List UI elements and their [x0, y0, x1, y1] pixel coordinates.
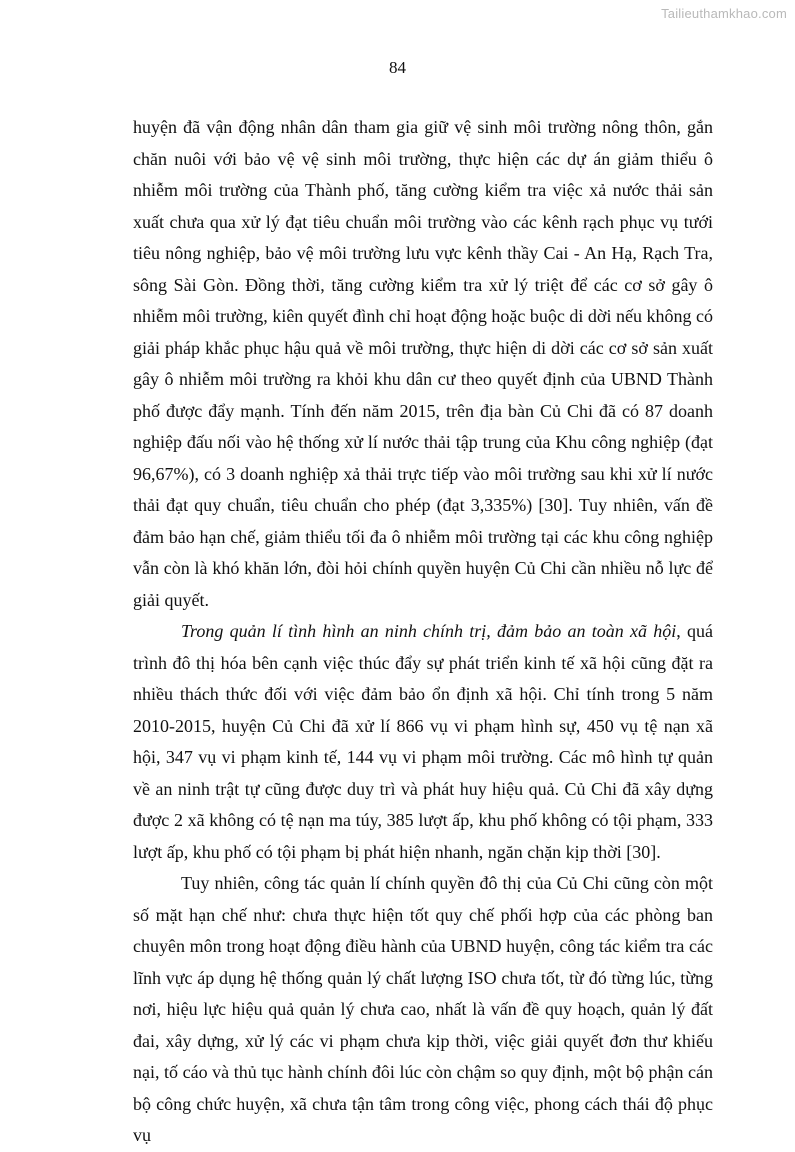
paragraph-security-text: , quá trình đô thị hóa bên cạnh việc thúc đẩy sự phát triển kinh tế xã hội cũng đặt ra nhiều thách thức đối với việc đảm bảo ổn định xã hội. Chỉ tính trong 5 năm 2010-2015, huyện Củ Chi đã xử lí 866 vụ vi phạm hình sự, 450 vụ tệ nạn xã hội, 347 vụ vi phạm kinh tế, 144 vụ vi phạm môi trường. Các mô hình tự quản về an ninh trật tự cũng được duy trì và phát huy hiệu quả. Củ Chi đã xây dựng được 2 xã không có tệ nạn ma túy, 385 lượt ấp, khu phố không có tội phạm, 333 lượt ấp, khu phố có tội phạm bị phát hiện nhanh, ngăn chặn kịp thời [30].: [133, 621, 713, 862]
paragraph-limitations: Tuy nhiên, công tác quản lí chính quyền đô thị của Củ Chi cũng còn một số mặt hạn chế như: chưa thực hiện tốt quy chế phối hợp của các phòng ban chuyên môn trong hoạt động điều hành của UBND huyện, công tác kiểm tra các lĩnh vực áp dụng hệ thống quản lý chất lượng ISO chưa tốt, từ đó từng lúc, từng nơi, hiệu lực hiệu quả quản lý chưa cao, nhất là vấn đề quy hoạch, quản lý đất đai, xây dựng, xử lý các vi phạm chưa kịp thời, việc giải quyết đơn thư khiếu nại, tố cáo và thủ tục hành chính đôi lúc còn chậm so quy định, một bộ phận cán bộ công chức huyện, xã chưa tận tâm trong công việc, phong cách thái độ phục vụ: [133, 873, 713, 1145]
document-body: [133, 112, 713, 1152]
page-number: 84: [389, 58, 406, 77]
watermark: Tailieuthamkhao.com: [661, 6, 787, 21]
paragraph-security: [133, 616, 713, 868]
paragraph-environment: huyện đã vận động nhân dân tham gia giữ vệ sinh môi trường nông thôn, gắn chăn nuôi với bảo vệ vệ sinh môi trường, thực hiện các dự án giảm thiểu ô nhiễm môi trường của Thành phố, tăng cường kiểm tra việc xả nước thải sản xuất chưa qua xử lý đạt tiêu chuẩn môi trường vào các kênh rạch phục vụ tưới tiêu nông nghiệp, bảo vệ môi trường lưu vực kênh thầy Cai - An Hạ, Rạch Tra, sông Sài Gòn. Đồng thời, tăng cường kiểm tra xử lý triệt để các cơ sở gây ô nhiễm môi trường, kiên quyết đình chỉ hoạt động hoặc buộc di dời nếu không có giải pháp khắc phục hậu quả về môi trường, thực hiện di dời các cơ sở sản xuất gây ô nhiễm môi trường ra khỏi khu dân cư theo quyết định của UBND Thành phố được đẩy mạnh. Tính đến năm 2015, trên địa bàn Củ Chi đã có 87 doanh nghiệp đấu nối vào hệ thống xử lí nước thải tập trung của Khu công nghiệp (đạt 96,67%), có 3 doanh nghiệp xả thải trực tiếp vào môi trường sau khi xử lí nước thải đạt quy chuẩn, tiêu chuẩn cho phép (đạt 3,335%) [30]. Tuy nhiên, vấn đề đảm bảo hạn chế, giảm thiểu tối đa ô nhiễm môi trường tại các khu công nghiệp vẫn còn là khó khăn lớn, đòi hỏi chính quyền huyện Củ Chi cần nhiều nỗ lực để giải quyết.: [133, 117, 713, 610]
paragraph-security-lead: Trong quản lí tình hình an ninh chính trị, đảm bảo an toàn xã hội: [181, 621, 677, 641]
